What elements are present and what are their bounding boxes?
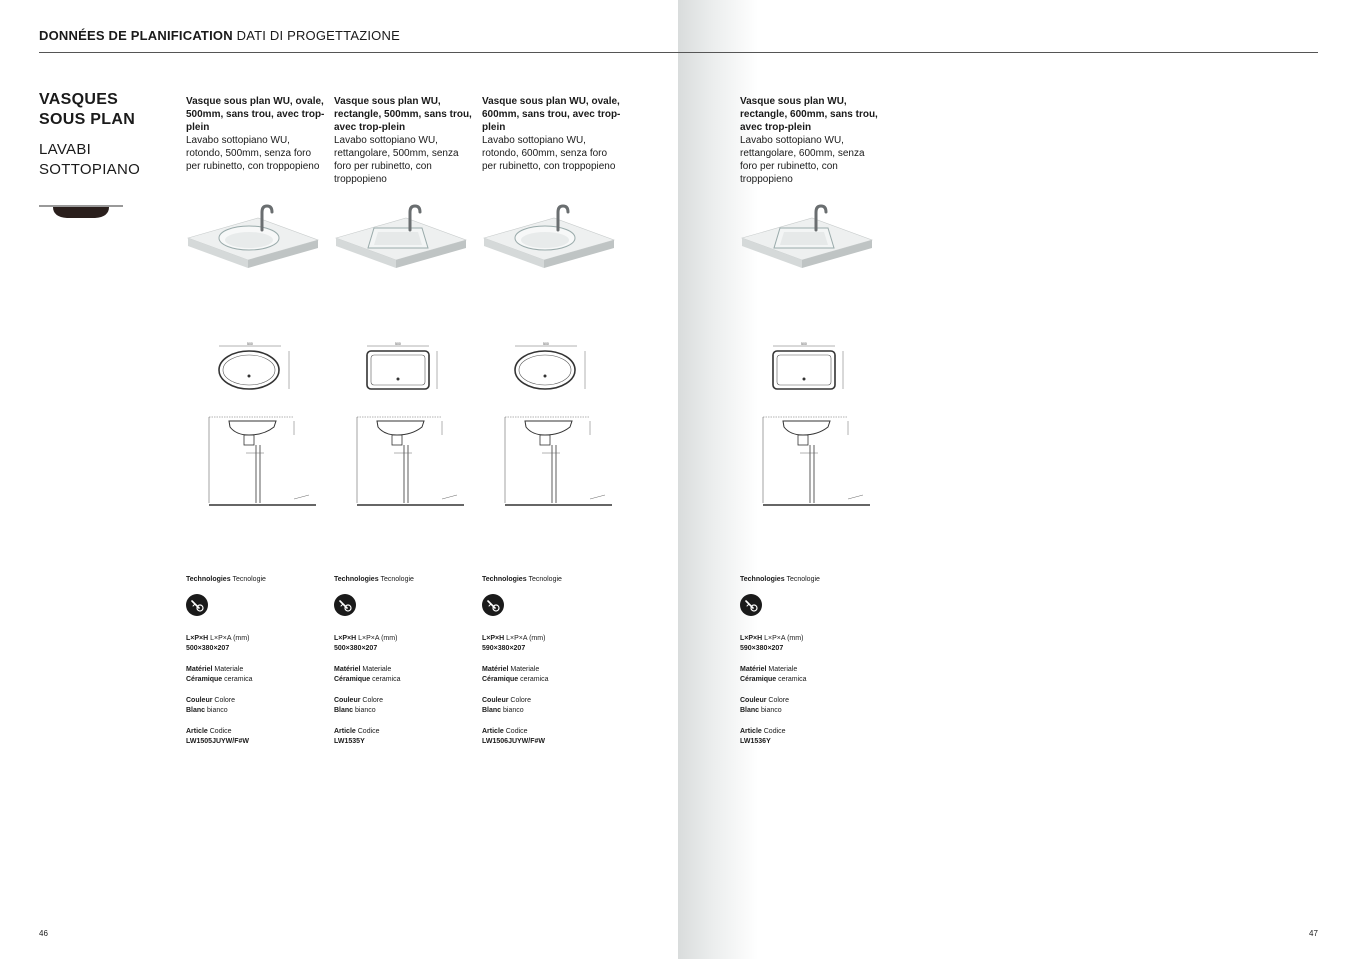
product-specs [482,575,622,746]
color-block: Couleur Colore Blanc bianco [482,697,532,714]
dimensions-value: 500×380×207 [186,644,230,652]
section-title [39,90,169,180]
technology-icon [186,594,208,616]
article-code: LW1535Y [334,737,365,745]
color-block: Couleur Colore Blanc bianco [740,697,790,714]
svg-text:500: 500 [543,342,549,346]
svg-text:500: 500 [395,342,401,346]
product-specs [740,575,880,746]
dimensions-value: 500×380×207 [334,644,378,652]
product-name-it: Lavabo sottopiano WU, rotondo, 600mm, senza foro per rubinetto, con troppopieno [482,135,616,172]
section-title-fr: VASQUES SOUS PLAN [39,91,136,128]
product-name-fr: Vasque sous plan WU, ovale, 600mm, sans trou, avec trop-plein [482,96,621,133]
color-block: Couleur Colore Blanc bianco [186,697,236,714]
dimensions-block: L×P×H L×P×A (mm) 500×380×207 [334,635,398,652]
header-divider [39,52,1318,53]
dimensions-value: 590×380×207 [740,644,784,652]
dimensions-block: L×P×H L×P×A (mm) 590×380×207 [740,635,804,652]
article-code: LW1506JUYW/F#W [482,737,546,745]
svg-text:500: 500 [801,342,807,346]
article-block: Article Codice LW1535Y [334,728,380,745]
page-number-right: 47 [1309,929,1318,938]
product-name-it: Lavabo sottopiano WU, rotondo, 500mm, senza foro per rubinetto, con troppopieno [186,135,320,172]
tech-label: Technologies Tecnologie [334,576,414,583]
tech-label: Technologies Tecnologie [482,576,562,583]
header-light: DATI DI PROGETTAZIONE [236,28,400,43]
section-title-it: LAVABI SOTTOPIANO [39,141,141,178]
product-render-image [740,200,880,275]
product-name-fr: Vasque sous plan WU, ovale, 500mm, sans trou, avec trop-plein [186,96,325,133]
article-code: LW1505JUYW/F#W [186,737,250,745]
material-block: Matériel Materiale Céramique ceramica [186,666,253,683]
tech-label: Technologies Tecnologie [740,576,820,583]
product-title [740,95,880,186]
page-number-left: 46 [39,929,48,938]
undermount-basin-icon [39,204,123,220]
product-render-image [186,200,326,275]
technical-drawing [490,335,630,515]
product-render-image [482,200,622,275]
technical-drawing [342,335,482,515]
product-name-fr: Vasque sous plan WU, rectangle, 500mm, sans trou, avec trop-plein [334,96,472,133]
material-block: Matériel Materiale Céramique ceramica [740,666,807,683]
article-block: Article Codice LW1505JUYW/F#W [186,728,250,745]
product-render-image [334,200,474,275]
article-block: Article Codice LW1536Y [740,728,786,745]
tech-label: Technologies Tecnologie [186,576,266,583]
dimensions-block: L×P×H L×P×A (mm) 500×380×207 [186,635,250,652]
product-title [482,95,622,173]
technology-icon [334,594,356,616]
svg-text:500: 500 [247,342,253,346]
product-specs [186,575,326,746]
product-title [334,95,474,186]
product-name-it: Lavabo sottopiano WU, rettangolare, 500mm, senza foro per rubinetto, con troppopieno [334,135,459,185]
product-name-fr: Vasque sous plan WU, rectangle, 600mm, sans trou, avec trop-plein [740,96,878,133]
article-code: LW1536Y [740,737,771,745]
technical-drawing [748,335,888,515]
product-title [186,95,326,173]
dimensions-block: L×P×H L×P×A (mm) 590×380×207 [482,635,546,652]
article-block: Article Codice LW1506JUYW/F#W [482,728,546,745]
technology-icon [740,594,762,616]
material-block: Matériel Materiale Céramique ceramica [482,666,549,683]
technical-drawing [194,335,334,515]
page-header [39,28,400,43]
material-block: Matériel Materiale Céramique ceramica [334,666,401,683]
header-bold: DONNÉES DE PLANIFICATION [39,28,233,43]
product-specs [334,575,474,746]
dimensions-value: 590×380×207 [482,644,526,652]
technology-icon [482,594,504,616]
product-name-it: Lavabo sottopiano WU, rettangolare, 600mm, senza foro per rubinetto, con troppopieno [740,135,865,185]
color-block: Couleur Colore Blanc bianco [334,697,384,714]
